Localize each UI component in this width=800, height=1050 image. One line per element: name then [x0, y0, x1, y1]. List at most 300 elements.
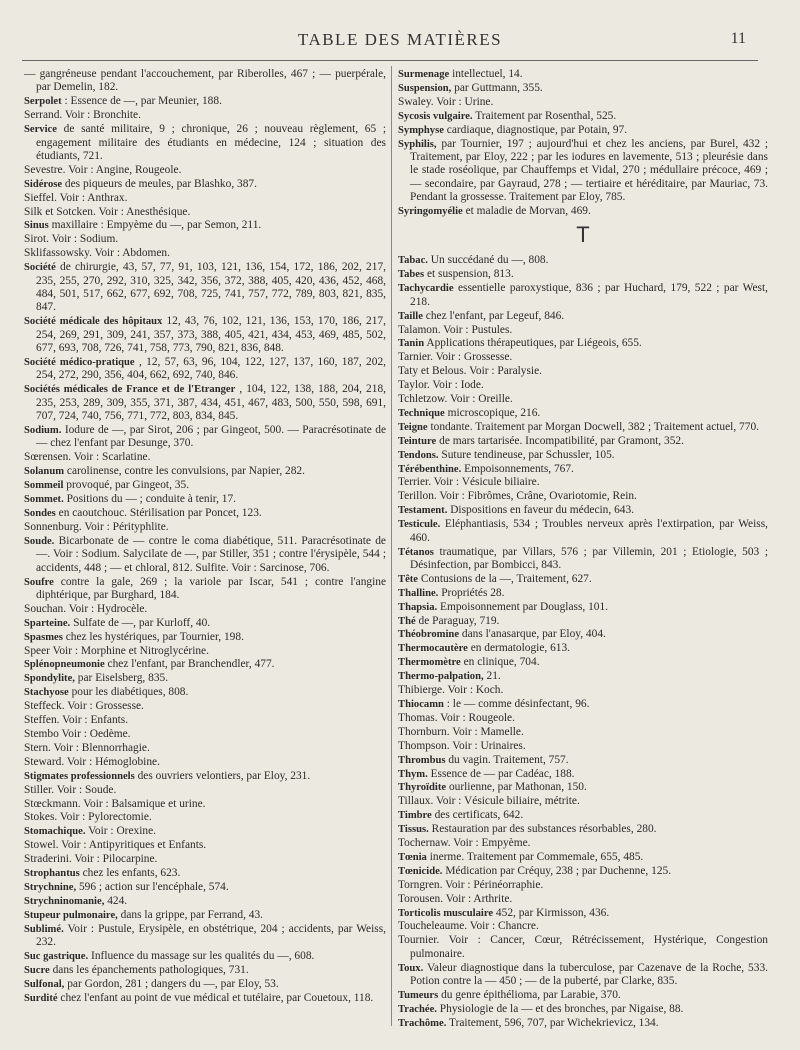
header-rule — [22, 60, 758, 61]
entry-text: Suture tendineuse, par Schussler, 105. — [441, 448, 615, 461]
index-entry — [24, 247, 386, 260]
index-entry — [24, 603, 386, 616]
index-entry — [24, 839, 386, 852]
page-title: TABLE DES MATIÈRES — [297, 30, 503, 49]
index-entry — [24, 261, 386, 315]
entry-text: Torousen. Voir : Arthrite. — [398, 892, 513, 905]
entry-headword: Sycosis vulgaire. — [398, 110, 473, 122]
entry-text: cardiaque, diagnostique, par Potain, 97. — [446, 123, 628, 136]
entry-headword: Stachyose — [24, 687, 69, 699]
entry-text: Stowel. Voir : Antipyritiques et Enfants. — [24, 839, 207, 852]
entry-text: Propriétés 28. — [441, 586, 505, 599]
entry-headword: Spondylite, — [24, 673, 75, 685]
entry-text: de Paraguay, 719. — [418, 614, 500, 627]
entry-headword: Taille — [398, 310, 423, 322]
entry-text: Applications thérapeutiques, par Liégeois, 655. — [426, 337, 642, 350]
entry-text: en caoutchouc. Stérilisation par Poncet, 123. — [58, 507, 262, 519]
entry-headword: Splénopneumonie — [24, 659, 105, 671]
entry-text: de chirurgie, 43, 57, 77, 91, 103, 121, 136, 154, 172, 186, 202, 217, 235, 255, 270, 292, 310, 325, 342, 356, 372, 388, 405, 420, 436, 452, 468, 484, 501, 517, 662, 677, 692, 708, 725, 741, 757, 772, 789, 803, 821, 835, 847. — [36, 261, 386, 314]
index-entry — [398, 82, 768, 95]
entry-text: Thornburn. Voir : Mamelle. — [398, 725, 524, 738]
index-entry — [24, 206, 386, 219]
index-entry — [398, 68, 768, 81]
entry-headword: Syringomyélie — [398, 206, 463, 218]
entry-headword: Tissus. — [398, 824, 429, 836]
entry-text: Tchletzow. Voir : Oreille. — [398, 393, 513, 406]
entry-headword: Sucre — [24, 964, 50, 976]
entry-text: , 12, 57, 63, 96, 104, 122, 127, 137, 160, 187, 202, 254, 272, 290, 356, 404, 662, 692, 740, 846. — [36, 356, 386, 382]
entry-headword: Trachée. — [398, 1003, 437, 1015]
entry-headword: Suspension, — [398, 82, 452, 94]
entry-text: Thompson. Voir : Urinaires. — [398, 739, 526, 752]
entry-headword: Tœnia — [398, 851, 427, 863]
index-entry — [398, 463, 768, 476]
entry-text: Souchan. Voir : Hydrocèle. — [24, 602, 148, 615]
index-entry — [24, 742, 386, 755]
index-entry — [398, 615, 768, 628]
entry-text: 12, 43, 76, 102, 121, 136, 153, 170, 186, 217, 254, 269, 291, 309, 241, 357, 373, 388, 405, 421, 434, 453, 469, 485, 502, 677, 693, 708, 726, 741, 758, 773, 790, 821, 836, 848. — [36, 315, 386, 355]
entry-text: Médication par Créquy, 238 ; par Duchenne, 125. — [445, 864, 672, 877]
index-entry — [24, 811, 386, 824]
index-entry — [24, 853, 386, 866]
entry-text: pour les diabétiques, 808. — [71, 686, 189, 699]
entry-headword: Strychninomanie, — [24, 895, 105, 907]
entry-text: des ouvriers velontiers, par Eloy, 231. — [137, 769, 311, 782]
entry-text: 452, par Kirmisson, 436. — [495, 906, 610, 919]
entry-text: chez l'enfant au point de vue médical et tutélaire, par Couetoux, 118. — [60, 991, 374, 1004]
entry-text: Sieffel. Voir : Anthrax. — [24, 191, 128, 204]
entry-headword: Service — [24, 124, 57, 136]
index-entry — [398, 1003, 768, 1016]
entry-text: Steffen. Voir : Enfants. — [24, 714, 129, 727]
entry-text: Positions du — ; conduite à tenir, 17. — [66, 493, 237, 506]
entry-headword: Symphyse — [398, 124, 444, 136]
entry-headword: Térébenthine. — [398, 463, 462, 475]
entry-headword: Stigmates professionnels — [24, 770, 135, 782]
entry-text: Steffeck. Voir : Grossesse. — [24, 700, 144, 713]
index-entry — [398, 449, 768, 462]
entry-headword: Tachycardie — [398, 283, 454, 295]
index-entry — [398, 851, 768, 864]
entry-text: Taty et Belous. Voir : Paralysie. — [398, 365, 542, 378]
index-entry — [398, 573, 768, 586]
entry-text: inerme. Traitement par Commemale, 655, 485. — [429, 850, 644, 863]
entry-text: 424. — [107, 894, 128, 907]
entry-headword: Tabes — [398, 269, 425, 281]
index-entry — [24, 233, 386, 246]
index-entry — [24, 521, 386, 534]
entry-headword: Thym. — [398, 768, 428, 780]
index-entry — [24, 909, 386, 922]
column-divider — [391, 66, 392, 1026]
index-entry — [398, 490, 768, 503]
index-entry — [398, 282, 768, 309]
index-entry — [24, 756, 386, 769]
entry-headword: Torticolis musculaire — [398, 907, 494, 919]
index-entry — [24, 123, 386, 163]
entry-text: du vagin. Traitement, 757. — [448, 753, 569, 766]
entry-headword: Testament. — [398, 505, 448, 517]
index-entry — [24, 617, 386, 630]
index-entry — [398, 907, 768, 920]
index-entry — [24, 950, 386, 963]
entry-text: Talamon. Voir : Pustules. — [398, 323, 513, 336]
entry-headword: Tabac. — [398, 255, 428, 267]
entry-text: des piqueurs de meules, par Blashko, 387. — [64, 177, 257, 190]
index-entry — [24, 68, 386, 95]
index-entry — [398, 893, 768, 906]
entry-text: Stiller. Voir : Soude. — [24, 783, 117, 796]
index-entry — [398, 407, 768, 420]
index-entry — [398, 865, 768, 878]
index-entry — [24, 383, 386, 423]
index-entry — [398, 837, 768, 850]
index-entry — [24, 964, 386, 977]
index-entry — [398, 435, 768, 448]
index-entry — [398, 628, 768, 641]
index-entry — [398, 754, 768, 767]
entry-headword: Tétanos — [398, 546, 434, 558]
index-entry — [24, 978, 386, 991]
entry-text: en clinique, 704. — [463, 656, 540, 669]
index-entry — [24, 465, 386, 478]
entry-text: Toucheleaume. Voir : Chancre. — [398, 920, 539, 933]
index-entry — [398, 642, 768, 655]
entry-text: Traitement, 596, 707, par Wichekrievicz, 134. — [449, 1016, 659, 1029]
index-entry — [398, 421, 768, 434]
entry-text: — gangréneuse pendant l'accouchement, par Riberolles, 467 ; — puerpérale, par Demelin, 182. — [24, 68, 386, 94]
s-entries — [398, 68, 768, 218]
entry-text: du genre épithélioma, par Larabie, 370. — [441, 989, 621, 1001]
index-entry — [24, 658, 386, 671]
entry-text: essentielle paroxystique, 836 ; par Huchard, 179, 522 ; par West, 218. — [410, 282, 768, 308]
right-column — [398, 68, 768, 1031]
index-entry — [24, 95, 386, 108]
index-entry — [398, 337, 768, 350]
index-entry — [398, 518, 768, 545]
entry-text: par Guttmann, 355. — [454, 81, 543, 94]
entry-headword: Thermo-palpation, — [398, 671, 484, 683]
entry-headword: Société médicale des hôpitaux — [24, 316, 163, 328]
entry-headword: Sondes — [24, 508, 56, 519]
entry-headword: Tête — [398, 573, 418, 585]
entry-text: Physiologie de la — et des bronches, par Nigaise, 88. — [439, 1002, 684, 1015]
entry-text: Speer Voir : Morphine et Nitroglycérine. — [24, 644, 209, 657]
index-entry — [24, 356, 386, 383]
entry-headword: Thiocamn — [398, 698, 444, 710]
entry-text: Essence de — par Cadéac, 188. — [430, 767, 575, 780]
entry-text: et suspension, 813. — [426, 268, 514, 281]
section-letter-t: T — [576, 222, 590, 248]
index-entry — [398, 920, 768, 933]
entry-headword: Toux. — [398, 962, 424, 974]
index-entry — [398, 670, 768, 683]
entry-text: Contusions de la —, Traitement, 627. — [420, 572, 592, 585]
index-entry — [24, 895, 386, 908]
entry-text: Un succédané du —, 808. — [430, 254, 549, 267]
index-entry — [398, 601, 768, 614]
entry-text: Bicarbonate de — contre le coma diabétique, 511. Paracrésotinate de —. Voir : Sodium. Salycilate de —, par Stiller, 351 ; contre l'érysipèle, 544 ; accidents, 448 ; — et chloral, 812. Sulfite. Voir : Sarcinose, 706. — [36, 534, 386, 574]
index-entry — [398, 712, 768, 725]
index-entry — [398, 740, 768, 753]
entry-text: , 104, 122, 138, 188, 204, 218, 235, 253, 289, 309, 355, 371, 387, 434, 451, 467, 483, 500, 550, 598, 691, 707, 724, 740, 756, 771, 772, 803, 834, 845. — [36, 383, 386, 423]
entry-text: Thomas. Voir : Rougeole. — [398, 711, 515, 724]
entry-text: Voir : Pustule, Erysipèle, en obstétrique, 204 ; accidents, par Weiss, 232. — [36, 922, 386, 949]
page-header — [0, 30, 800, 54]
entry-text: maxillaire : Empyème du —, par Semon, 211. — [51, 219, 262, 232]
entry-headword: Stupeur pulmonaire, — [24, 909, 118, 921]
entry-headword: Sinus — [24, 220, 49, 232]
entry-text: Empoisonnement par Douglass, 101. — [440, 600, 609, 613]
index-entry — [398, 351, 768, 364]
entry-headword: Stomachique. — [24, 826, 86, 838]
entry-text: Stœckmann. Voir : Balsamique et urine. — [24, 797, 206, 810]
entry-headword: Thé — [398, 615, 416, 627]
index-entry — [24, 219, 386, 232]
entry-headword: Spasmes — [24, 631, 63, 643]
entry-text: Steward. Voir : Hémoglobine. — [24, 755, 160, 768]
entry-text: chez l'enfant, par Branchendler, 477. — [107, 658, 275, 671]
t-entries — [398, 254, 768, 1030]
entry-text: Empoisonnements, 767. — [464, 462, 574, 475]
entry-headword: Sulfonal, — [24, 978, 65, 990]
entry-headword: Société médico-pratique — [24, 357, 135, 369]
entry-text: Sonnenburg. Voir : Pérityphlite. — [24, 520, 169, 533]
entry-text: Sklifassowsky. Voir : Abdomen. — [24, 247, 170, 260]
entry-headword: Testicule. — [398, 519, 441, 531]
entry-text: de mars tartarisée. Incompatibilité, par Gramont, 352. — [439, 434, 684, 447]
index-entry — [398, 310, 768, 323]
entry-text: Straderini. Voir : Pilocarpine. — [24, 853, 158, 866]
index-entry — [24, 451, 386, 464]
entry-headword: Sublimé. — [24, 923, 64, 935]
index-entry — [24, 798, 386, 811]
entry-text: chez les hystériques, par Tournier, 198. — [65, 630, 244, 643]
entry-text: chez l'enfant, par Legeuf, 846. — [425, 309, 565, 322]
entry-headword: Tumeurs — [398, 990, 439, 1001]
entry-text: Stern. Voir : Blennorrhagie. — [24, 741, 150, 754]
entry-text: Stembo Voir : Oedème. — [24, 728, 131, 740]
entry-headword: Technique — [398, 407, 445, 419]
index-entry — [398, 698, 768, 711]
entry-headword: Teigne — [398, 421, 428, 433]
entry-headword: Thermocautère — [398, 643, 468, 655]
entry-headword: Sommet. — [24, 494, 64, 506]
entry-text: : le — comme désinfectant, 96. — [446, 697, 590, 710]
entry-headword: Thermomètre — [398, 657, 461, 669]
index-entry — [24, 700, 386, 713]
entry-headword: Syphilis, — [398, 138, 437, 150]
index-entry — [398, 138, 768, 205]
entry-text: Torngren. Voir : Périnéorraphie. — [398, 878, 544, 891]
entry-text: Eléphantiasis, 534 ; Troubles nerveux après l'extirpation, par Weiss, 460. — [410, 518, 768, 544]
entry-text: Valeur diagnostique dans la tuberculose, par Cazenave de la Roche, 533. Potion contre la — 450 ; — de la puberté, par Clarke, 835. — [410, 961, 768, 988]
entry-headword: Sommeil — [24, 480, 64, 492]
entry-text: intellectuel, 14. — [452, 68, 523, 80]
index-entry — [24, 923, 386, 950]
entry-text: carolinense, contre les convulsions, par Napier, 282. — [66, 465, 305, 478]
entry-headword: Sidérose — [24, 178, 63, 190]
index-entry — [398, 110, 768, 123]
entry-text: Silk et Sotcken. Voir : Anesthésique. — [24, 205, 191, 218]
index-entry — [24, 164, 386, 177]
entry-text: Tochernaw. Voir : Empyème. — [398, 837, 531, 850]
entry-text: dans l'anasarque, par Eloy, 404. — [461, 628, 606, 641]
entry-headword: Tœnicide. — [398, 865, 443, 877]
entry-text: Traitement par Rosenthal, 525. — [475, 109, 617, 122]
index-entry — [398, 205, 768, 218]
entry-text: par Tournier, 197 ; aujourd'hui et chez les anciens, par Burel, 432 ; Traitement, par Eloy, 222 ; par les iodures en lavemente, 513 ; pleurésie dans le stade roséolique, par Chauffemps et Vidal, 270 ; médullaire précoce, 469 ; — secondaire, par Gayraud, 278 ; — tertiaire et héréditaire, par Mauriac, 73. Pendant la grossesse. Traitement par Eloy, 785. — [410, 137, 768, 204]
entry-headword: Soufre — [24, 576, 54, 588]
entry-text: Tournier. Voir : Cancer, Cœur, Rétrécissement, Hystérique, Congestion pulmonaire. — [398, 934, 768, 960]
entry-text: : Essence de —, par Meunier, 188. — [64, 95, 222, 108]
index-entry — [24, 576, 386, 603]
entry-headword: Sociétés médicales de France et de l'Etranger — [24, 384, 236, 396]
entry-text: Voir : Orexine. — [88, 825, 156, 838]
entry-text: microscopique, 216. — [447, 406, 541, 419]
entry-text: Sevestre. Voir : Angine, Rougeole. — [24, 163, 182, 176]
entry-headword: Surdité — [24, 992, 58, 1004]
entry-headword: Thapsia. — [398, 601, 438, 613]
entry-text: par Eiselsberg, 835. — [77, 672, 169, 685]
index-entry — [24, 784, 386, 797]
index-entry — [398, 365, 768, 378]
index-entry — [398, 587, 768, 600]
index-entry — [24, 178, 386, 191]
index-entry — [24, 493, 386, 506]
index-entry — [398, 726, 768, 739]
entry-text: de santé militaire, 9 ; chronique, 26 ; nouveau règlement, 65 ; engagement militaire des étudiants en médecine, 124 ; situation des étudiants, 721. — [36, 123, 386, 162]
entry-text: Iodure de —, par Sirot, 206 ; par Gingeot, 500. — Paracrésotinate de — chez l'enfant par Desunge, 370. — [36, 424, 386, 450]
index-entry — [398, 656, 768, 669]
entry-headword: Strychnine, — [24, 881, 77, 893]
index-entry — [398, 1017, 768, 1030]
entry-text: en dermatologie, 613. — [470, 642, 571, 655]
page-number: 11 — [730, 30, 746, 47]
entry-text: tondante. Traitement par Morgan Docwell, 382 ; Traitement actuel, 770. — [430, 420, 759, 433]
entry-text: par Gordon, 281 ; dangers du —, par Eloy, 53. — [67, 977, 279, 990]
index-entry — [24, 728, 386, 741]
entry-text: contre la gale, 269 ; la variole par Iscar, 541 ; contre l'angine diphtérique, par Burghard, 184. — [36, 575, 386, 601]
entry-text: 21. — [486, 670, 501, 683]
index-entry — [24, 645, 386, 658]
index-entry — [398, 254, 768, 267]
index-entry — [24, 686, 386, 699]
entry-text: Swaley. Voir : Urine. — [398, 95, 494, 108]
entry-text: Terillon. Voir : Fibrômes, Crâne, Ovariotomie, Rein. — [398, 490, 637, 503]
entry-headword: Trachôme. — [398, 1017, 447, 1029]
index-entry — [398, 823, 768, 836]
entry-text: Stokes. Voir : Pylorectomie. — [24, 811, 152, 824]
entry-text: Sirot. Voir : Sodium. — [24, 233, 119, 246]
entry-text: chez les enfants, 623. — [82, 867, 181, 880]
index-entry — [398, 962, 768, 989]
left-column — [24, 68, 386, 1006]
index-entry — [24, 631, 386, 644]
entry-text: 596 ; action sur l'encéphale, 574. — [78, 880, 229, 893]
entry-headword: Teinture — [398, 435, 437, 447]
index-entry — [398, 546, 768, 573]
index-entry — [24, 535, 386, 575]
entry-headword: Timbre — [398, 810, 432, 822]
index-entry — [398, 934, 768, 961]
entry-headword: Solanum — [24, 466, 65, 478]
index-entry — [398, 768, 768, 781]
index-entry — [398, 393, 768, 406]
entry-text: Sœrensen. Voir : Scarlatine. — [24, 451, 151, 464]
entry-text: provoqué, par Gingeot, 35. — [66, 479, 190, 492]
entry-headword: Tanin — [398, 338, 425, 350]
entry-headword: Sparteine. — [24, 617, 71, 629]
index-entry — [24, 192, 386, 205]
entry-text: Tillaux. Voir : Vésicule biliaire, métrite. — [398, 795, 580, 808]
entry-headword: Théobromine — [398, 629, 460, 641]
entry-text: des certificats, 642. — [434, 809, 524, 822]
entry-text: et maladie de Morvan, 469. — [465, 205, 591, 218]
index-entry — [398, 124, 768, 137]
index-entry — [398, 379, 768, 392]
entry-headword: Serpolet — [24, 96, 62, 108]
entry-headword: Strophantus — [24, 868, 80, 880]
index-entry — [24, 424, 386, 451]
index-entry — [24, 714, 386, 727]
index-entry — [24, 770, 386, 783]
index-entry — [24, 825, 386, 838]
index-entry — [398, 684, 768, 697]
entry-headword: Thyroïdite — [398, 782, 447, 794]
index-entry — [24, 109, 386, 122]
index-entry — [398, 504, 768, 517]
index-entry — [398, 781, 768, 794]
entry-headword: Thalline. — [398, 587, 439, 599]
entry-headword: Soude. — [24, 535, 55, 547]
index-entry — [24, 479, 386, 492]
index-entry — [24, 507, 386, 520]
entry-text: Taylor. Voir : Iode. — [398, 379, 484, 392]
index-entry — [398, 879, 768, 892]
entry-text: ourlienne, par Mathonan, 150. — [448, 781, 587, 794]
index-entry — [398, 96, 768, 109]
index-entry — [398, 476, 768, 489]
entry-text: Thibierge. Voir : Koch. — [398, 684, 504, 697]
index-entry — [398, 795, 768, 808]
entry-text: Restauration par des substances résorbables, 280. — [431, 823, 657, 836]
entry-text: dans les épanchements pathologiques, 731. — [52, 963, 249, 976]
entry-headword: Surmenage — [398, 69, 450, 80]
index-entry — [398, 989, 768, 1002]
entry-text: Serrand. Voir : Bronchite. — [24, 109, 141, 122]
entry-text: dans la grippe, par Ferrand, 43. — [120, 908, 264, 921]
entry-text: Tarnier. Voir : Grossesse. — [398, 351, 513, 364]
entry-text: Influence du massage sur les qualités du —, 608. — [91, 950, 315, 962]
index-entry — [24, 881, 386, 894]
entry-text: Dispositions en faveur du médecin, 643. — [450, 504, 634, 517]
index-entry — [24, 315, 386, 355]
entry-text: Sulfate de —, par Kurloff, 40. — [73, 616, 211, 629]
index-entry — [398, 268, 768, 281]
entry-text: traumatique, par Villars, 576 ; par Villemin, 201 ; Etiologie, 503 ; Désinfection, par Bombicci, 843. — [410, 545, 768, 571]
entry-headword: Suc gastrique. — [24, 951, 89, 962]
index-entry — [24, 672, 386, 685]
entry-text: Terrier. Voir : Vésicule biliaire. — [398, 476, 540, 489]
index-entry — [24, 867, 386, 880]
entry-headword: Sodium. — [24, 425, 62, 437]
entry-headword: Tendons. — [398, 449, 439, 461]
index-entry — [398, 809, 768, 822]
index-entry — [24, 992, 386, 1005]
entry-headword: Thrombus — [398, 754, 446, 766]
index-entry — [398, 324, 768, 337]
